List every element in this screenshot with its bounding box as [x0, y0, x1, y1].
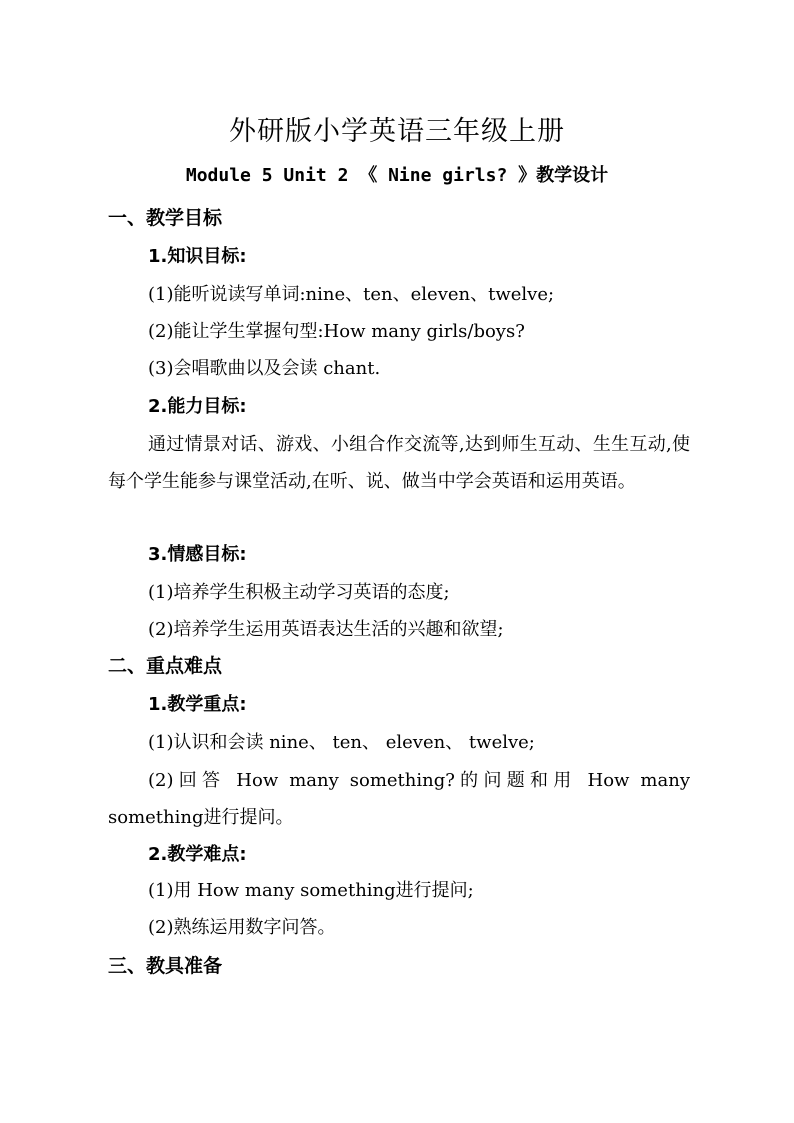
subheading-emotional-goals: 3.情感目标:: [148, 544, 247, 565]
section-heading-teaching-aids: 三、教具准备: [108, 955, 223, 977]
list-item: (2)培养学生运用英语表达生活的兴趣和欲望;: [148, 619, 504, 640]
list-item: (1)能听说读写单词:nine、ten、eleven、twelve;: [148, 284, 555, 305]
section-heading-objectives: 一、教学目标: [108, 207, 223, 229]
document-subtitle: Module 5 Unit 2 《 Nine girls? 》教学设计: [185, 165, 609, 186]
list-item: (3)会唱歌曲以及会读 chant.: [148, 358, 381, 379]
subheading-ability-goals: 2.能力目标:: [148, 396, 247, 417]
document-title: 外研版小学英语三年级上册: [229, 116, 565, 147]
list-item: (1)认识和会读 nine、 ten、 eleven、 twelve;: [148, 732, 535, 753]
list-item: (2)回答 How many something?的问题和用 How many something进行提问。: [108, 770, 690, 828]
list-item: (1)培养学生积极主动学习英语的态度;: [148, 582, 450, 603]
paragraph-ability-goals: 通过情景对话、游戏、小组合作交流等,达到师生互动、生生互动,使每个学生能参与课堂活动,在听、说、做当中学会英语和运用英语。: [108, 434, 690, 492]
list-item: (2)熟练运用数字问答。: [148, 917, 336, 938]
subheading-knowledge-goals: 1.知识目标:: [148, 246, 247, 267]
list-item: (2)能让学生掌握句型:How many girls/boys?: [148, 321, 525, 342]
section-heading-key-points: 二、重点难点: [108, 655, 223, 677]
subheading-teaching-focus: 1.教学重点:: [148, 694, 247, 715]
subheading-teaching-difficulty: 2.教学难点:: [148, 844, 247, 865]
list-item: (1)用 How many something进行提问;: [148, 880, 474, 901]
